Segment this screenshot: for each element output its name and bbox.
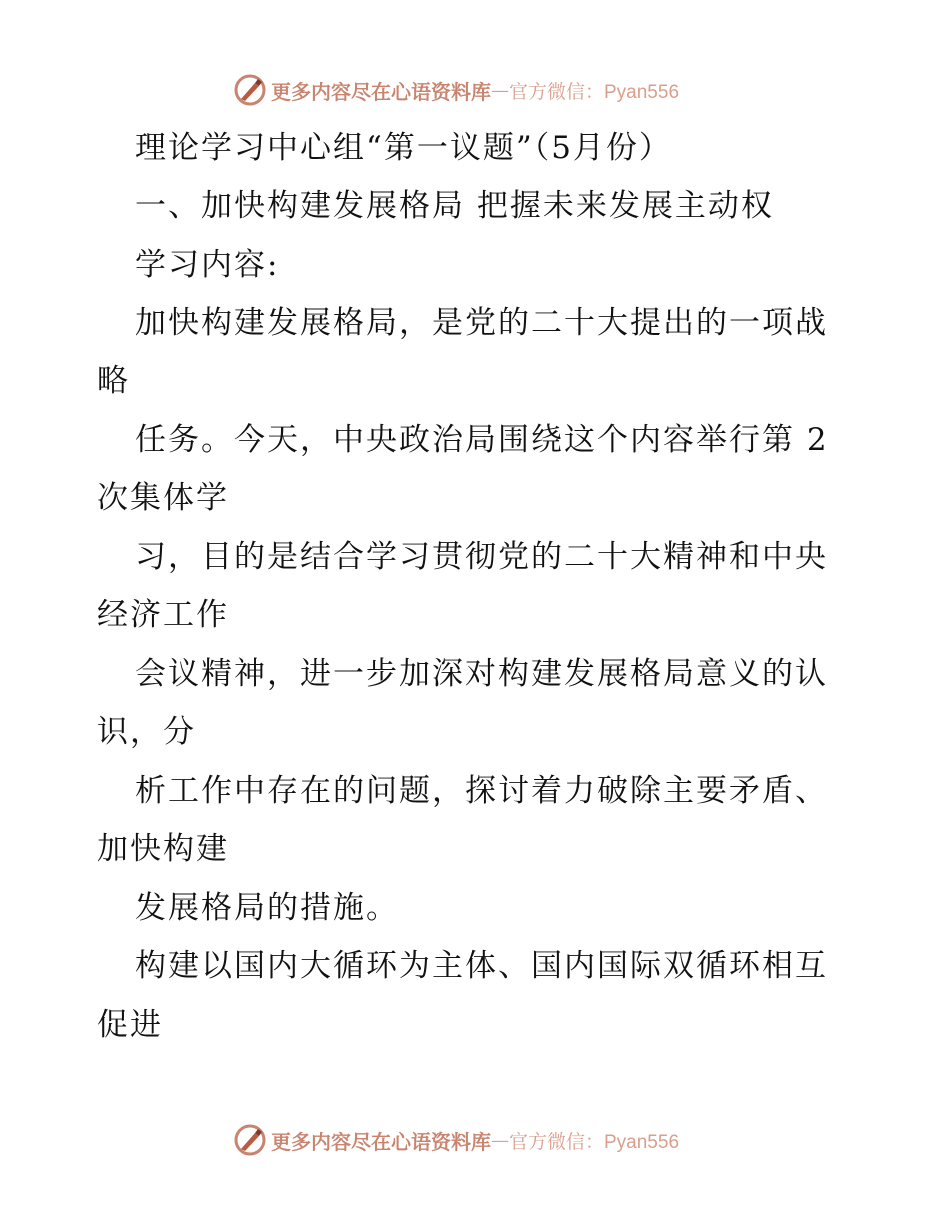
watermark-wechat: 官方微信：Pyan556 [509, 81, 680, 103]
paragraph-line: 任务。今天，中央政治局围绕这个内容举行第 2 [135, 422, 829, 458]
watermark-header [233, 72, 679, 108]
watermark-separator: — [491, 79, 509, 101]
pen-logo-icon [233, 73, 267, 107]
study-label: 学习内容: [135, 247, 280, 283]
paragraph-line: 会议精神，进一步加深对构建发展格局意义的认 [135, 656, 828, 692]
paragraph-line: 略 [97, 363, 130, 399]
paragraph-line: 习，目的是结合学习贯彻党的二十大精神和中央 [135, 539, 828, 575]
paragraph-line: 识，分 [97, 714, 196, 750]
watermark-wechat: 官方微信：Pyan556 [509, 1131, 680, 1153]
document-title: 理论学习中心组“第一议题”（5月份） [135, 130, 672, 166]
watermark-text: 更多内容尽在心语资料库 [271, 1129, 491, 1154]
paragraph-line: 次集体学 [97, 480, 229, 516]
section-heading: 一、加快构建发展格局 把握未来发展主动权 [135, 188, 774, 224]
paragraph-line: 促进 [97, 1007, 163, 1043]
paragraph-line: 发展格局的措施。 [135, 890, 399, 926]
watermark-separator: — [491, 1129, 509, 1151]
paragraph-line: 经济工作 [97, 597, 229, 633]
paragraph-line: 构建以国内大循环为主体、国内国际双循环相互 [135, 948, 828, 984]
pen-logo-icon [233, 1123, 267, 1157]
paragraph-line: 加快构建 [97, 831, 229, 867]
paragraph-line: 析工作中存在的问题，探讨着力破除主要矛盾、 [135, 773, 828, 809]
watermark-footer [233, 1122, 679, 1158]
paragraph-line: 加快构建发展格局，是党的二十大提出的一项战 [135, 305, 828, 341]
watermark-text: 更多内容尽在心语资料库 [271, 79, 491, 104]
